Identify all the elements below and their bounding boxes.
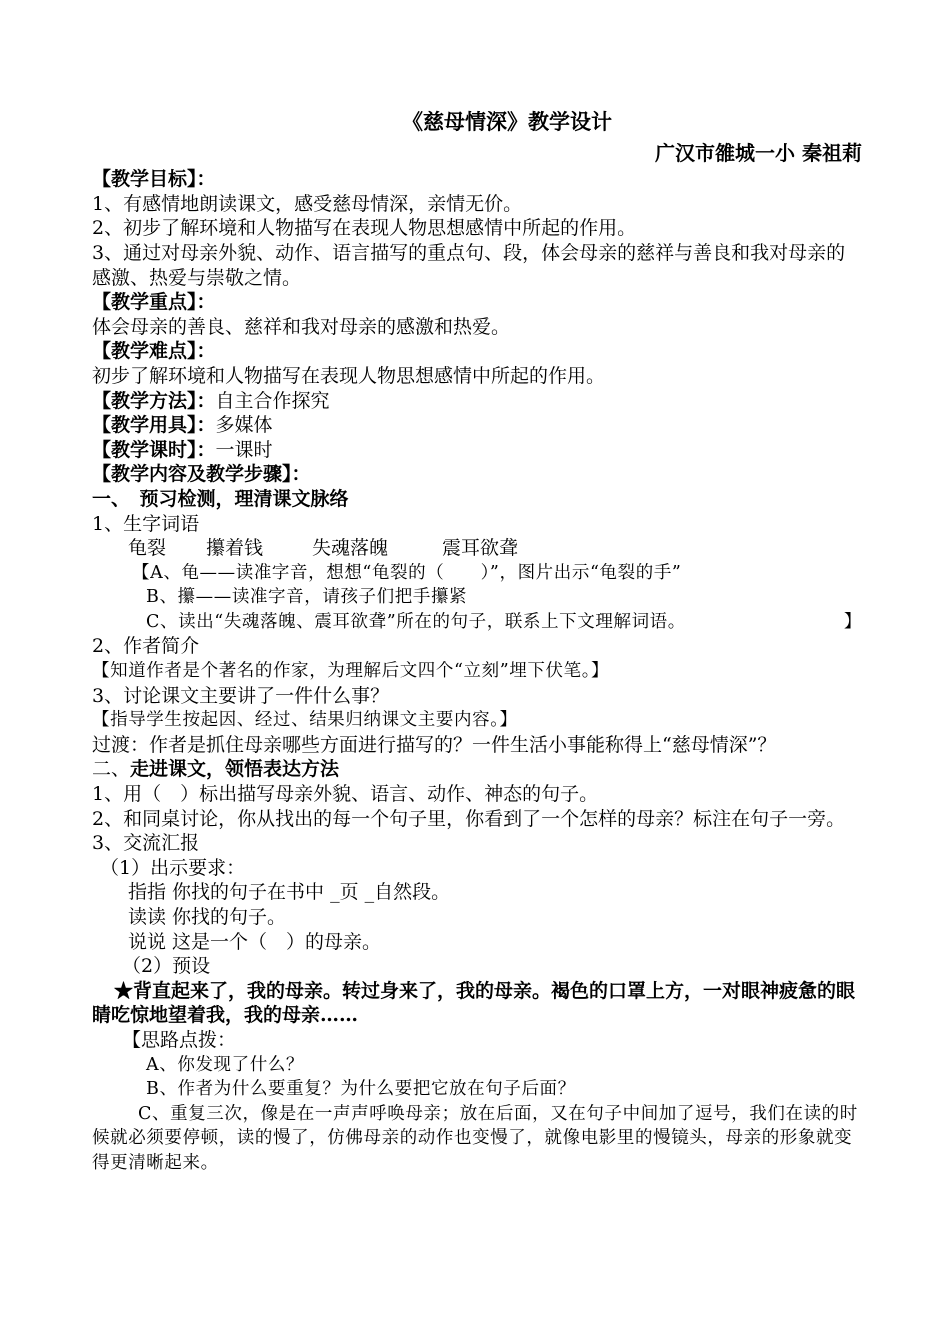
vocab-words — [92, 536, 862, 561]
objective-item: 1、有感情地朗读课文，感受慈母情深，亲情无价。 — [92, 192, 523, 215]
tools-line — [92, 413, 862, 438]
key-point-heading: 【教学重点】： — [92, 291, 216, 314]
objective-item: 2、初步了解环境和人物描写在表现人物思想感情中所起的作用。 — [92, 217, 637, 240]
vocab-word: 失魂落魄 — [312, 537, 389, 560]
vocab-word: 龟裂 — [128, 537, 167, 560]
hint-b: B、作者为什么要重复？为什么要把它放在句子后面？ — [146, 1079, 576, 1100]
objectives-heading: 【教学目标】： — [92, 168, 216, 191]
transition-text: 过渡：作者是抓住母亲哪些方面进行描写的？一件生活小事能称得上“慈母情深”？ — [92, 733, 777, 756]
method-text: 自主合作探究 — [215, 389, 330, 412]
tools-heading: 【教学用具】： — [92, 414, 216, 437]
note-a: 【A、龟——读准字音，想想“龟裂的（ ）”，图片出示“龟裂的手” — [132, 562, 682, 583]
note-story: 【指导学生按起因、经过、结果归纳课文主要内容。】 — [92, 710, 518, 731]
hours-text: 一课时 — [215, 438, 273, 461]
quote-text: ★背直起来了，我的母亲。转过身来了，我的母亲。褐色的口罩上方，一对眼神疲惫的眼睛吃惊地望着我，我的母亲…… — [92, 979, 856, 1027]
hours-heading: 【教学课时】： — [92, 438, 216, 461]
method-line — [92, 389, 862, 414]
section1-sub3: 3、讨论课文主要讲了一件什么事？ — [92, 684, 390, 707]
hours-line — [92, 438, 862, 463]
method-heading: 【教学方法】： — [92, 389, 216, 412]
requirement-heading: （1）出示要求： — [100, 856, 246, 879]
vocab-word: 攥着钱 — [206, 537, 264, 560]
note-c: C、读出“失魂落魄、震耳欲聋”所在的句子，联系上下文理解词语。 — [146, 611, 686, 632]
note-b: B、攥——读准字音，请孩子们把手攥紧 — [146, 587, 468, 608]
author-line: 广汉市雒城一小 秦祖莉 — [655, 140, 862, 165]
hint-heading: 【思路点拨： — [122, 1028, 237, 1051]
note-author: 【知道作者是个著名的作家，为理解后文四个“立刻”埋下伏笔。】 — [92, 661, 610, 682]
document-page — [92, 110, 862, 1176]
section1-sub2: 2、作者简介 — [92, 635, 200, 658]
section1-heading: 一、 预习检测，理清课文脉络 — [92, 487, 349, 510]
hint-a: A、你发现了什么？ — [146, 1054, 305, 1075]
key-point-text: 体会母亲的善良、慈祥和我对母亲的感激和热爱。 — [92, 315, 511, 338]
section1-sub1: 1、生字词语 — [92, 512, 200, 535]
note-c-line — [92, 610, 862, 635]
difficulty-heading: 【教学难点】： — [92, 340, 216, 363]
hint-c: C、重复三次，像是在一声声呼唤母亲；放在后面，又在句子中间加了逗号，我们在读的时候就必须要停顿，读的慢了，仿佛母亲的动作也变慢了，就像电影里的慢镜头，母亲的形象就变得更清晰起来。 — [92, 1103, 858, 1173]
section2-heading-line — [92, 757, 862, 782]
section2-heading: 走进课文，领悟表达方法 — [130, 758, 340, 781]
document-title: 《慈母情深》教学设计 — [402, 109, 612, 134]
note-c-end: 】 — [843, 611, 862, 632]
tools-text: 多媒体 — [215, 414, 273, 437]
difficulty-text: 初步了解环境和人物描写在表现人物思想感情中所起的作用。 — [92, 364, 606, 387]
objective-item: 3、通过对母亲外貌、动作、语言描写的重点句、段，体会母亲的慈祥与善良和我对母亲的感激、热爱与崇敬之情。 — [92, 241, 846, 289]
vocab-word: 震耳欲聋 — [442, 537, 519, 560]
section2-item3: 3、交流汇报 — [92, 832, 200, 855]
section2-heading-prefix: 二、 — [92, 758, 131, 781]
steps-heading: 【教学内容及教学步骤】： — [92, 463, 311, 486]
section2-item2: 2、和同桌讨论，你从找出的每一个句子里，你看到了一个怎样的母亲？标注在句子一旁。 — [92, 807, 846, 830]
requirement-line: 读读 你找的句子。 — [128, 906, 287, 928]
section2-item1: 1、用（ ）标出描写母亲外貌、语言、动作、神态的句子。 — [92, 783, 599, 806]
requirement-line: 说说 这是一个（ ）的母亲。 — [128, 930, 382, 953]
preset-heading: （2）预设 — [122, 955, 211, 978]
requirement-line: 指指 你找的句子在书中 _页 _自然段。 — [128, 881, 451, 904]
